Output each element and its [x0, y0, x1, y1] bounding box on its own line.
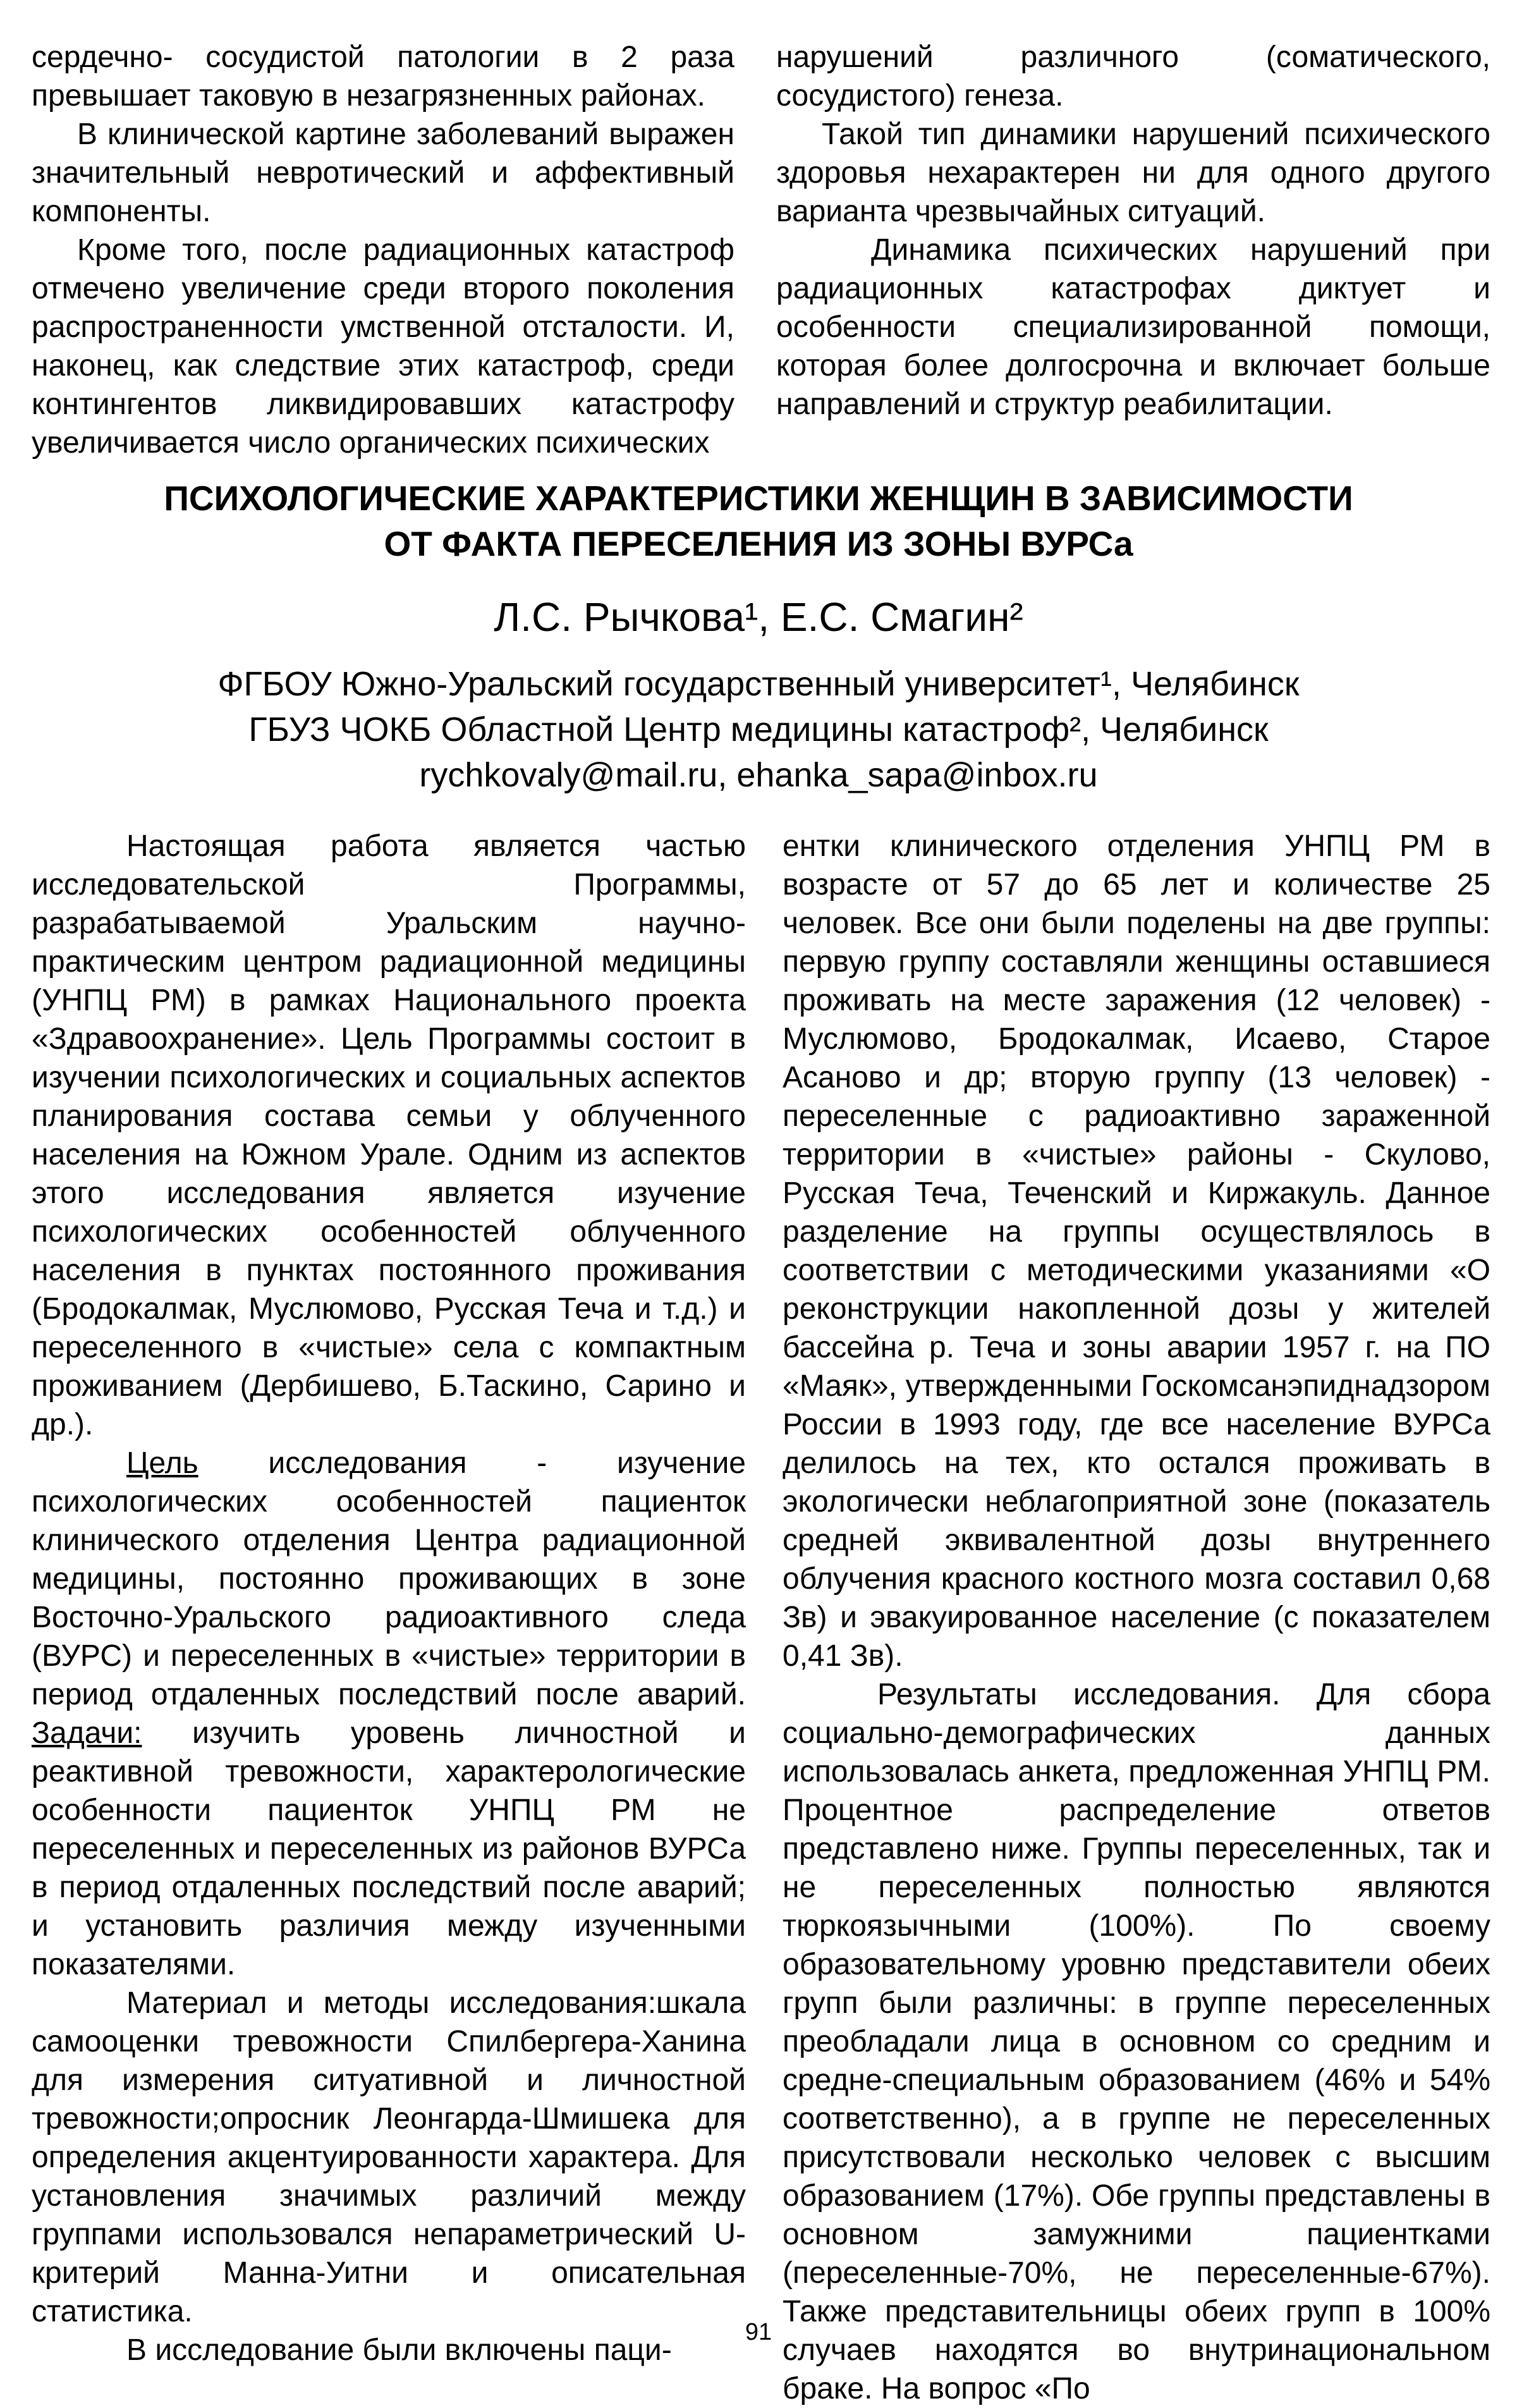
paragraph: Настоящая работа является частью исследовательской Программы, разрабатываемой Уральским научно-практическим центром радиационной медицины (УНПЦ РМ) в рамках Национального проекта «Здравоохранение». Цель Программы состоит в изучении психологических и социальных аспектов планирования состава семьи у облученного населения на Южном Урале. Одним из аспектов этого исследования является изучение психологических особенностей облученного населения в пунктах постоянного проживания (Бродокалмак, Муслюмово, Русская Теча и т.д.) и переселенного в «чистые» села с компактным проживанием (Дербишево, Б.Таскино, Сарино и др.). [32, 829, 746, 1441]
affiliation-line: ГБУЗ ЧОКБ Областной Центр медицины катастроф², Челябинск [248, 711, 1269, 749]
page-number: 91 [745, 2319, 772, 2345]
paragraph: Материал и методы исследования:шкала самооценки тревожности Спилбергера-Ханина для измерения ситуативной и личностной тревожности;опросник Леонгарда-Шмишека для определения акцентуированности характера. Для установления значимых различий между группами использовался непараметрический U-критерий Манна-Уитни и описательная статистика. [32, 1986, 746, 2328]
paragraph: Динамика психических нарушений при радиационных катастрофах диктует и особенности специализированной помощи, которая более долгосрочна и включает больше направлений и структур реабилитации. [776, 233, 1490, 421]
goal-label: Цель [126, 1446, 198, 1480]
continued-text-right-column [776, 38, 1490, 424]
paragraph: Кроме того, после радиационных катастроф отмечено увеличение среди второго поколения распространенности умственной отсталости. И, наконец, как следствие этих катастроф, среди контингентов ликвидировавших катастрофу увеличивается число органических психических [32, 233, 734, 460]
continued-text-left-column [32, 38, 734, 462]
paragraph: ентки клинического отделения УНПЦ РМ в возрасте от 57 до 65 лет и количестве 25 человек. Все они были поделены на две группы: первую группу составляли женщины оставшиеся проживать на месте заражения (12 человек) - Муслюмово, Бродокалмак, Исаево, Старое Асаново и др; вторую группу (13 человек) - переселенные с радиоактивно зараженной территории в «чистые» районы - Скулово, Русская Теча, Теченский и Киржакуль. Данное разделение на группы осуществлялось в соответствии с методическими указаниями «О реконструкции накопленной дозы у жителей бассейна р. Теча и зоны аварии 1957 г. на ПО «Маяк», утвержденными Госкомсанэпиднадзором России в 1993 году, где все население ВУРСа делилось на тех, кто остался проживать в экологически неблагоприятной зоне (показатель средней эквивалентной дозы внутреннего облучения красного костного мозга составил 0,68 Зв) и эвакуированное население (с показателем 0,41 Зв). [783, 829, 1490, 1673]
article-right-column [783, 827, 1490, 2408]
article-title [63, 475, 1454, 566]
paragraph: В исследование были включены паци- [126, 2333, 672, 2367]
paragraph: Результаты исследования. Для сбора социально-демографических данных использовалась анкета, предложенная УНПЦ РМ. Процентное распределение ответов представлено ниже. Группы переселенных, так и не переселенных полностью являются тюркоязычными (100%). По своему образовательному уровню представители обеих групп были различны: в группе переселенных преобладали лица в основном со средним и средне-специальным образованием (46% и 54% соответственно), а в группе не переселенных присутствовали несколько человек с высшим образованием (17%). Обе группы представлены в основном замужними пациентками (переселенные-70%, не переселенные-67%). Также представительницы обеих групп в 100% случаев находятся во внутринациональном браке. На вопрос «По [783, 1678, 1490, 2405]
title-line: ОТ ФАКТА ПЕРЕСЕЛЕНИЯ ИЗ ЗОНЫ ВУРСа [384, 524, 1133, 563]
goal-text: исследования - изучение психологических особенностей пациенток клинического отделения Центра радиационной медицины, постоянно проживающих в зоне Восточно-Уральского радиоактивного следа (ВУРС) и переселенных в «чистые» территории в период отдаленных последствий после аварий. [32, 1446, 746, 1711]
article-left-column [32, 827, 746, 2369]
affiliations [63, 661, 1454, 798]
title-line: ПСИХОЛОГИЧЕСКИЕ ХАРАКТЕРИСТИКИ ЖЕНЩИН В ЗАВИСИМОСТИ [164, 479, 1353, 518]
author-emails: rychkovaly@mail.ru, ehanka_sapa@inbox.ru [419, 756, 1098, 794]
affiliation-line: ФГБОУ Южно-Уральский государственный университет¹, Челябинск [217, 665, 1300, 703]
paragraph: В клинической картине заболеваний выражен значительный невротический и аффективный компоненты. [32, 118, 734, 228]
paragraph: нарушений различного (соматического, сосудистого) генеза. [776, 40, 1490, 113]
paragraph: Такой тип динамики нарушений психического здоровья нехарактерен ни для одного другого варианта чрезвычайных ситуаций. [776, 118, 1490, 228]
paragraph-goals [32, 1444, 746, 1984]
authors: Л.С. Рычкова¹, Е.С. Смагин² [494, 594, 1023, 640]
tasks-text: изучить уровень личностной и реактивной тревожности, характерологические особенности пациенток УНПЦ РМ не переселенных и переселенных из районов ВУРСа в период отдаленных последствий после аварий; и установить различия между изученными показателями. [32, 1716, 746, 1981]
tasks-label: Задачи: [32, 1716, 142, 1750]
paragraph: сердечно- сосудистой патологии в 2 раза превышает таковую в незагрязненных районах. [32, 40, 734, 113]
